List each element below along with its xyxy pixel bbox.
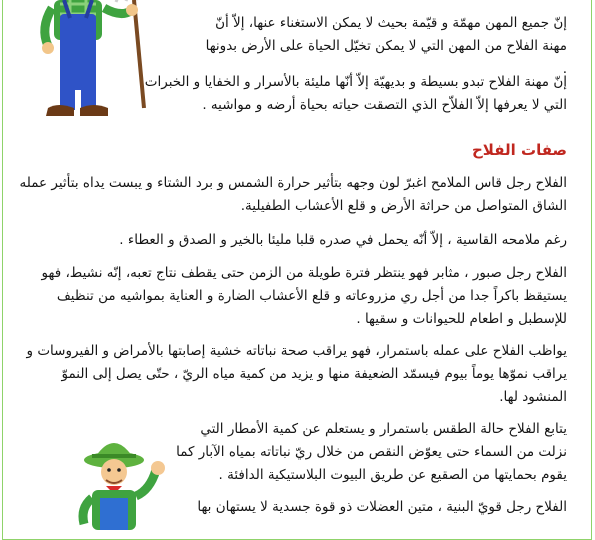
- trait-paragraph-5: يتابع الفلاح حالة الطقس باستمرار و يستعلم عن كمية الأمطار التي نزلت من السماء حتى يعوّض النقص من خلال ريّ نباتاته بمياه الآبار كما يقوم بحمايتها من الصقيع عن طريق البيوت البلاستيكية الدافئة .: [176, 421, 567, 483]
- trait-paragraph-3: الفلاح رجل صبور ، مثابر فهو ينتظر فترة طويلة من الزمن حتى يقطف نتاج تعبه، إنّه نشيط، فهو يستيقظ باكراً جدا من أجل ري مزروعاته و قلع الأعشاب الضارة و العناية بمواشيه من تنظيف للإسطبل و اطعام للحيوانات و سقيها .: [41, 265, 567, 327]
- trait-paragraph-4: يواظب الفلاح على عمله باستمرار، فهو يراقب صحة نباتاته خشية إصابتها بالأمراض و الفيروسات و يراقب نموّها يوماً بيوم فيسمّد الضعيفة منها و يزيد من كمية مياه الريّ ، حتّى يصل إلى النموّ المنشود لها.: [26, 343, 567, 405]
- section-heading: صفات الفلاح: [472, 141, 567, 159]
- trait-paragraph-2: رغم ملامحه القاسية ، إلاّ أنّه يحمل في صدره قلبا مليئا بالخير و الصدق و العطاء .: [119, 232, 567, 248]
- intro-paragraph-2: إنّ مهنة الفلاح تبدو بسيطة و بديهيّة إلاّ أنّها مليئة بالأسرار و الخفايا و الخبرات التي لا يعرفها إلاّ الفلاّح الذي التصقت حياته بحياة أرضه و مواشيه .: [144, 74, 567, 113]
- farmer-waving-illustration: [66, 440, 176, 530]
- intro-paragraph-1: إنّ جميع المهن مهمّة و قيّمة بحيث لا يمكن الاستغناء عنها، إلاّ أنّ مهنة الفلاح من المهن التي لا يمكن تخيّل الحياة على الأرض بدونها .: [205, 15, 567, 77]
- trait-paragraph-6: الفلاح رجل قويّ البنية ، متين العضلات ذو قوة جسدية لا يستهان بها: [197, 499, 567, 515]
- trait-paragraph-1: الفلاح رجل قاس الملامح اغبرّ لون وجهه بتأثير حرارة الشمس و برد الشتاء و يبست يداه بتأثير عمله الشاق المتواصل من حراثة الأرض و قلع الأعشاب الطفيلية.: [19, 175, 567, 214]
- document-page: [8, 0, 586, 525]
